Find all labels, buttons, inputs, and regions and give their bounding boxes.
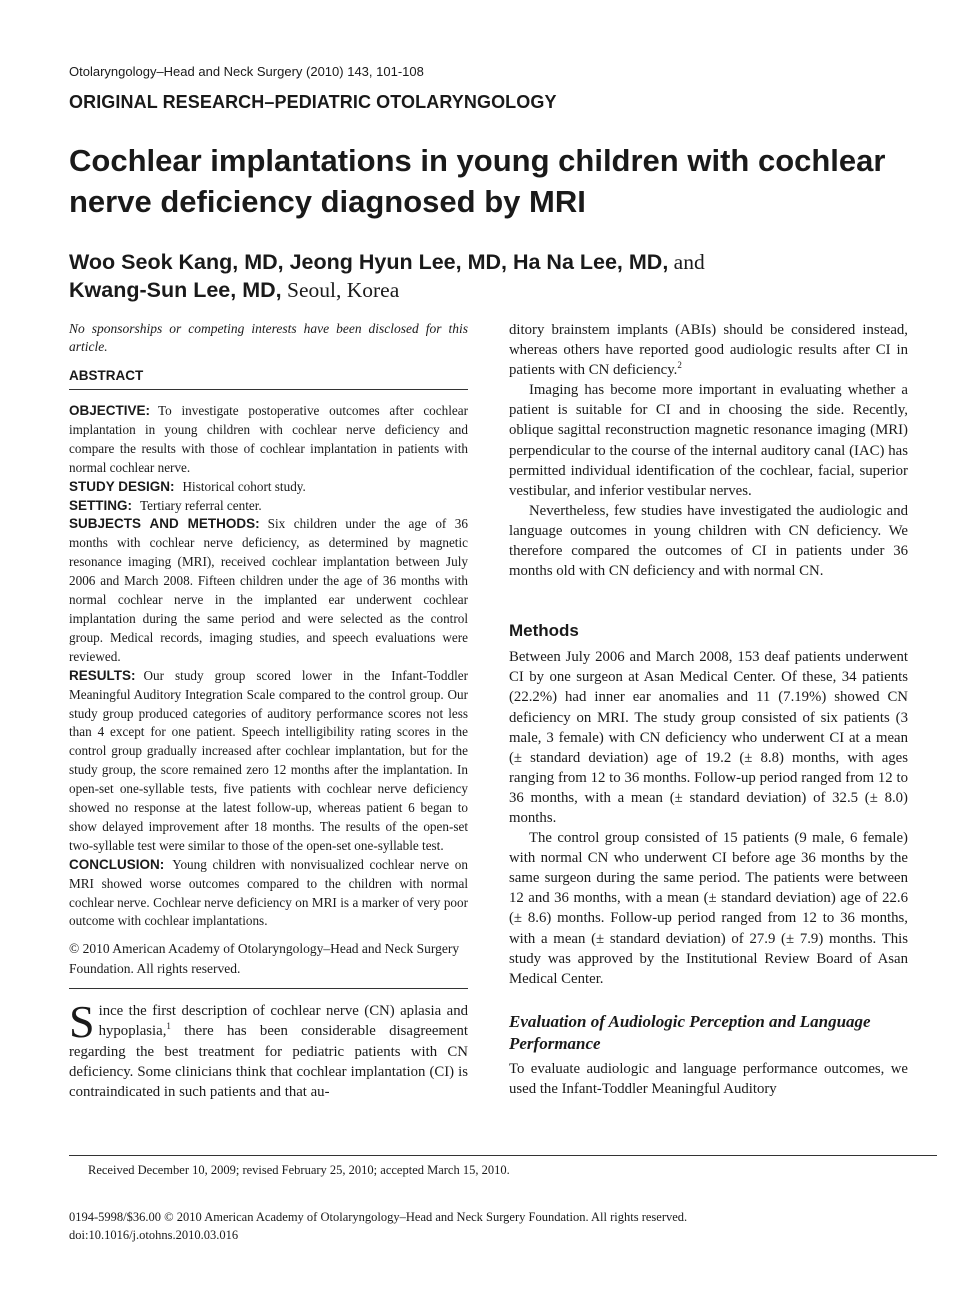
abstract-objective xyxy=(69,402,468,478)
abstract-results xyxy=(69,667,468,856)
footer-divider xyxy=(69,1155,937,1156)
intro-text-1: ince the first description of cochlear nerve (CN) aplasia and hypoplasia, xyxy=(98,1003,468,1040)
reference-1[interactable]: 1 xyxy=(166,1021,171,1032)
doi[interactable]: doi:10.1016/j.otohns.2010.03.016 xyxy=(69,1228,239,1242)
received-dates: Received December 10, 2009; revised February 25, 2010; accepted March 15, 2010. xyxy=(88,1163,510,1177)
results-label: RESULTS: xyxy=(69,667,136,683)
author-list xyxy=(69,248,909,304)
issn-copyright: 0194-5998/$36.00 © 2010 American Academy of Otolaryngology–Head and Neck Surgery Foundation. All rights reserved. xyxy=(69,1210,688,1224)
left-column xyxy=(69,320,468,1102)
abstract-heading: ABSTRACT xyxy=(69,368,468,390)
abstract-copyright: © 2010 American Academy of Otolaryngology–Head and Neck Surgery Foundation. All rights reserved. xyxy=(69,939,468,989)
methods-paragraph-1: Between July 2006 and March 2008, 153 deaf patients underwent CI by one surgeon at Asan Medical Center. Of these, 34 patients (22.2%) had inner ear anomalies and 11 (7.19%) showed CN deficiency on MRI. The study group consisted of six patients (3 male, 3 female) with CN deficiency who underwent CI at a mean (± standard deviation) age of 19.2 (± 8.8) months, with ages ranging from 12 to 36 months. Follow-up period ranged from 12 to 36 months, with a mean (± standard deviation) of 32.5 (± 8.0) months. xyxy=(509,649,908,826)
abstract-study-design xyxy=(69,478,468,497)
objective-label: OBJECTIVE: xyxy=(69,403,151,418)
imaging-paragraph: Imaging has become more important in evaluating whether a patient is suitable for CI and in choosing the side. Recently, oblique sagittal reconstruction magnetic resonance imaging (MRI) perpendicular to the course of the internal auditory canal (IAC) has permitted individual identification of the cochlear, facial, superior vestibular, and inferior vestibular nerves. xyxy=(509,382,908,499)
intro-text-2: there has been considerable disagreement regarding the best treatment for pediatric patients with CN deficiency. Some clinicians think that cochlear implantation (CI) is contraindicated in such patients and that au- xyxy=(69,1023,468,1100)
conclusion-text: Young children with nonvisualized cochlear nerve on MRI showed worse outcomes compared to the children with normal cochlear nerve. Cochlear nerve deficiency on MRI is a marker of very poor outcome with cochlear implantations. xyxy=(69,856,468,929)
study-design-text: Historical cohort study. xyxy=(182,478,306,494)
results-text: Our study group scored lower in the Infant-Toddler Meaningful Auditory Integration Scale compared to the control group. Our study group produced categories of auditory performance scores not less than 4 except for one patient. Speech intelligibility rating scores in the control group gradually increased after cochlear implantation, but for the study group, the score remained zero 12 months after the implantation. In open-set one-syllable tests, five patients with cochlear nerve deficiency showed no response at the latest follow-up, whereas patient 6 began to show delayed improvement after 18 months. The results of the open-set two-syllable test were similar to those of the open-set one-syllable test. xyxy=(69,667,468,853)
journal-citation: Otolaryngology–Head and Neck Surgery (2010) 143, 101-108 xyxy=(69,64,424,79)
objective-text: To investigate postoperative outcomes after cochlear implantation in young children with cochlear nerve deficiency and compare the results with those of cochlear implantation in patients with normal cochlear nerve. xyxy=(69,403,468,475)
reference-2[interactable]: 2 xyxy=(677,360,682,371)
study-design-label: STUDY DESIGN: xyxy=(69,478,175,494)
setting-text: Tertiary referral center. xyxy=(140,497,262,513)
drop-cap: S xyxy=(69,996,95,1048)
authors-line-2: Kwang-Sun Lee, MD, xyxy=(69,278,282,302)
section-heading: ORIGINAL RESEARCH–PEDIATRIC OTOLARYNGOLOGY xyxy=(69,92,557,112)
intro-continuation-text: ditory brainstem implants (ABIs) should be considered instead, whereas others have reported good audiologic results after CI in patients with CN deficiency. xyxy=(509,322,908,379)
right-column xyxy=(509,320,908,1099)
authors-line-1: Woo Seok Kang, MD, Jeong Hyun Lee, MD, Ha Na Lee, MD, xyxy=(69,250,669,274)
abstract-setting xyxy=(69,497,468,516)
intro-paragraph xyxy=(69,996,468,1101)
conclusion-label: CONCLUSION: xyxy=(69,856,165,872)
intro-continuation xyxy=(509,320,908,380)
evaluation-subheading: Evaluation of Audiologic Perception and Language Performance xyxy=(509,1011,871,1053)
subjects-methods-label: SUBJECTS AND METHODS: xyxy=(69,516,260,532)
abstract-subjects-methods xyxy=(69,515,468,666)
and-word: and xyxy=(673,250,705,274)
nevertheless-paragraph: Nevertheless, few studies have investigated the audiologic and language outcomes in young children with CN deficiency. We therefore compared the outcomes of CI in patients under 36 months old with CN deficiency and with normal CN. xyxy=(509,502,908,580)
article-title: Cochlear implantations in young children with cochlear nerve deficiency diagnosed by MRI xyxy=(69,143,886,219)
author-location: Seoul, Korea xyxy=(287,278,400,302)
methods-paragraph-2: The control group consisted of 15 patients (9 male, 6 female) with normal CN who underwent CI before age 36 months by the same surgeon during the same period. The patients were between 12 and 36 months, with a mean (± standard deviation) age of 22.6 (± 8.6) months. Follow-up period ranged from 12 to 36 months, with a mean (± standard deviation) of 27.9 (± 7.9) months. This study was approved by the Institutional Review Board of Asan Medical Center. xyxy=(509,830,908,987)
evaluation-paragraph: To evaluate audiologic and language performance outcomes, we used the Infant-Toddler Meaningful Auditory xyxy=(509,1060,908,1097)
methods-heading: Methods xyxy=(509,621,579,641)
setting-label: SETTING: xyxy=(69,497,132,513)
abstract-conclusion xyxy=(69,856,468,932)
subjects-methods-text: Six children under the age of 36 months with cochlear nerve deficiency, as determined by magnetic resonance imaging (MRI), received cochlear implantation between July 2006 and March 2008. Fifteen children under the age of 36 months with normal cochlear nerve in the implanted ear underwent cochlear implantation during the same period and were selected as the control group. Medical records, imaging studies, and speech evaluations were reviewed. xyxy=(69,516,468,664)
disclosure-note: No sponsorships or competing interests have been disclosed for this article. xyxy=(69,321,468,354)
